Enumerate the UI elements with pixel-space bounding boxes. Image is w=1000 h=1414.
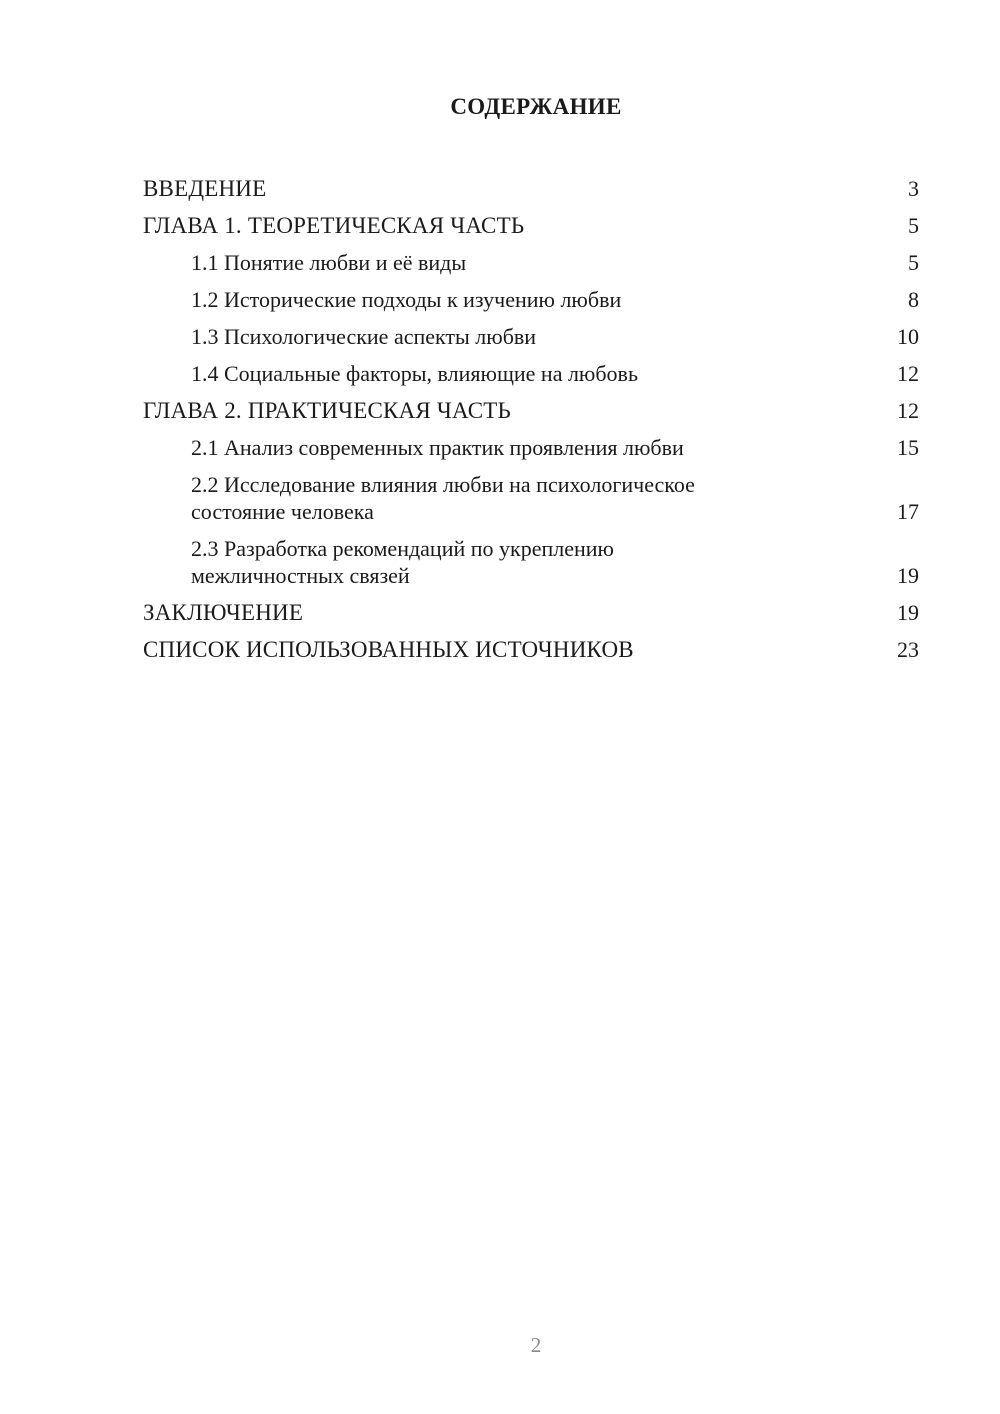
toc-entry-page: 5: [908, 250, 919, 275]
toc-entry-label: ГЛАВА 1. ТЕОРЕТИЧЕСКАЯ ЧАСТЬ: [143, 213, 525, 238]
page-title: СОДЕРЖАНИЕ: [450, 94, 622, 119]
toc-entry-chapter-1[interactable]: [143, 207, 919, 244]
toc-entry-section-2-2[interactable]: [143, 466, 919, 530]
toc-entry-label: СПИСОК ИСПОЛЬЗОВАННЫХ ИСТОЧНИКОВ: [143, 637, 634, 662]
toc-entry-page: 19: [897, 600, 919, 625]
page-number: 2: [530, 1333, 542, 1357]
toc-entry-page: 8: [908, 287, 919, 312]
toc-entry-page: 3: [908, 176, 919, 201]
toc-entry-label: 2.1 Анализ современных практик проявления любви: [191, 435, 684, 460]
toc-entry-section-2-3[interactable]: [143, 530, 919, 594]
toc-entry-section-2-1[interactable]: [143, 429, 919, 466]
toc-entry-page: 17: [897, 499, 919, 524]
toc-entry-label: 1.2 Исторические подходы к изучению любви: [191, 287, 622, 312]
toc-entry-chapter-2[interactable]: [143, 392, 919, 429]
toc-entry-label: 2.2 Исследование влияния любви на психологическое состояние человека: [191, 472, 695, 524]
toc-entry-page: 10: [897, 324, 919, 349]
toc-entry-label: ГЛАВА 2. ПРАКТИЧЕСКАЯ ЧАСТЬ: [143, 398, 511, 423]
toc-entry-label: 1.1 Понятие любви и её виды: [191, 250, 467, 275]
toc-entry-page: 15: [897, 435, 919, 460]
toc-entry-label: 1.3 Психологические аспекты любви: [191, 324, 537, 349]
toc-entry-section-1-4[interactable]: [143, 355, 919, 392]
toc-entry-page: 23: [897, 637, 919, 662]
toc-entry-page: 12: [897, 361, 919, 386]
toc-entry-page: 5: [908, 213, 919, 238]
toc-entry-label: 2.3 Разработка рекомендаций по укреплению межличностных связей: [191, 536, 614, 588]
toc-entry-section-1-3[interactable]: [143, 318, 919, 355]
toc-entry-introduction[interactable]: [143, 170, 919, 207]
toc-entry-section-1-1[interactable]: [143, 244, 919, 281]
toc-entry-conclusion[interactable]: [143, 594, 919, 631]
toc-entry-page: 19: [897, 563, 919, 588]
toc-entry-label: ЗАКЛЮЧЕНИЕ: [143, 600, 304, 625]
toc-entry-page: 12: [897, 398, 919, 423]
toc-entry-section-1-2[interactable]: [143, 281, 919, 318]
toc-entry-label: ВВЕДЕНИЕ: [143, 176, 267, 201]
toc-entry-label: 1.4 Социальные факторы, влияющие на любовь: [191, 361, 638, 386]
table-of-contents: [143, 170, 919, 668]
toc-entry-references[interactable]: [143, 631, 919, 668]
